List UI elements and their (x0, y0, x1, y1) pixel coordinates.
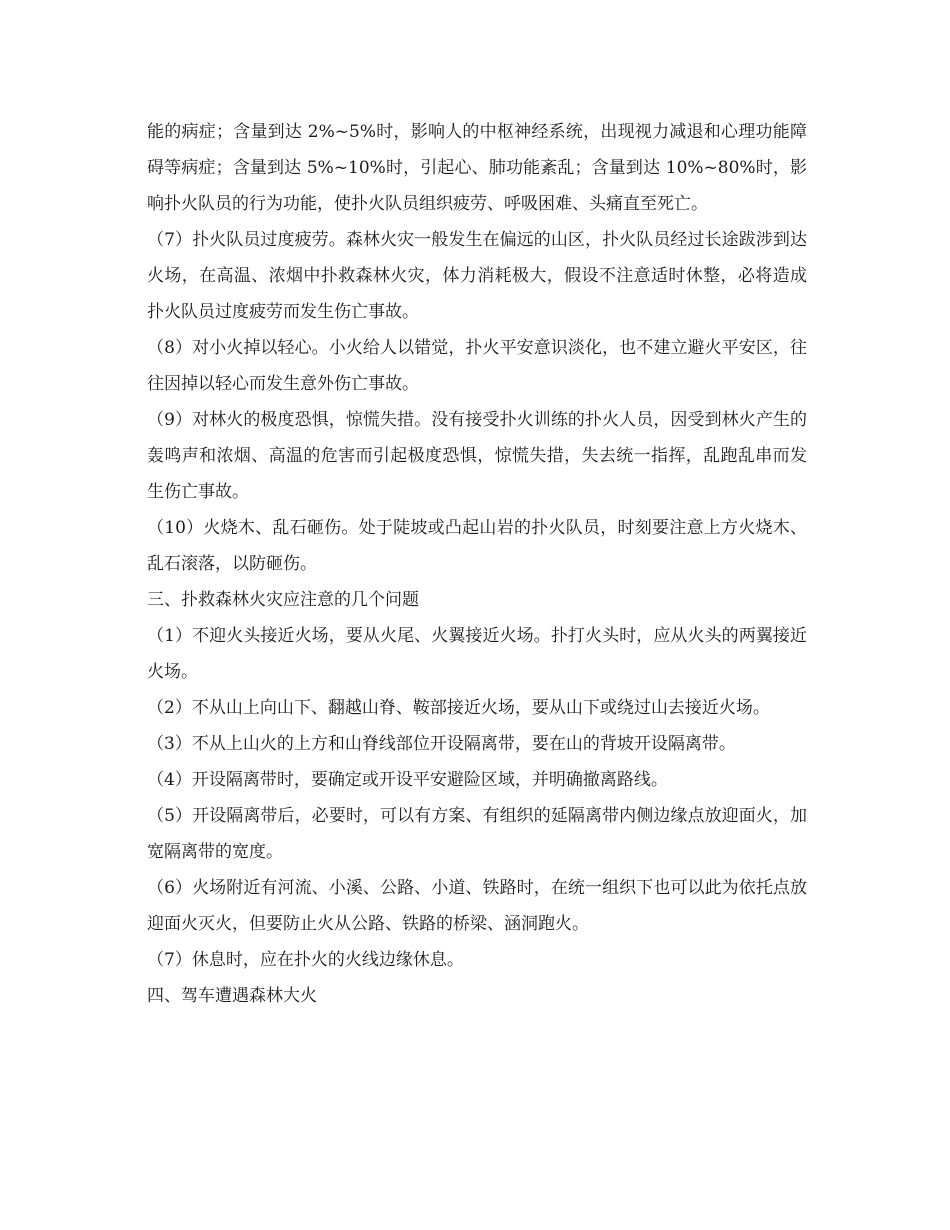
paragraph-rule-1: （1）不迎火头接近火场，要从火尾、火翼接近火场。扑打火头时，应从火头的两翼接近火场。 (147, 626, 807, 682)
paragraph-rule-4: （4）开设隔离带时，要确定或开设平安避险区域，并明确撤离路线。 (147, 770, 668, 790)
section-heading-4: 四、驾车遭遇森林大火 (147, 986, 317, 1006)
paragraph-rule-2: （2）不从山上向山下、翻越山脊、鞍部接近火场，要从山下或绕过山去接近火场。 (147, 698, 770, 718)
paragraph-item-10-falling-debris: （10）火烧木、乱石砸伤。处于陡坡或凸起山岩的扑火队员，时刻要注意上方火烧木、乱石滚落，以防砸伤。 (147, 518, 807, 574)
paragraph-item-8-small-fire: （8）对小火掉以轻心。小火给人以错觉，扑火平安意识淡化，也不建立避火平安区，往往因掉以轻心而发生意外伤亡事故。 (147, 338, 807, 394)
paragraph-item-9-fear: （9）对林火的极度恐惧，惊慌失措。没有接受扑火训练的扑火人员，因受到林火产生的轰鸣声和浓烟、高温的危害而引起极度恐惧，惊慌失措，失去统一指挥，乱跑乱串而发生伤亡事故。 (147, 410, 807, 502)
paragraph-rule-3: （3）不从上山火的上方和山脊线部位开设隔离带，要在山的背坡开设隔离带。 (147, 734, 736, 754)
paragraph-item-7-fatigue: （7）扑火队员过度疲劳。森林火灾一般发生在偏远的山区，扑火队员经过长途跋涉到达火场，在高温、浓烟中扑救森林火灾，体力消耗极大，假设不注意适时休整，必将造成扑火队员过度疲劳而发生伤亡事故。 (147, 230, 807, 322)
paragraph-rule-7: （7）休息时，应在扑火的火线边缘休息。 (147, 950, 464, 970)
paragraph-rule-5: （5）开设隔离带后，必要时，可以有方案、有组织的延隔离带内侧边缘点放迎面火，加宽隔离带的宽度。 (147, 806, 807, 862)
section-heading-3: 三、扑救森林火灾应注意的几个问题 (147, 590, 419, 610)
document-page (147, 114, 807, 1014)
paragraph-continuation: 能的病症；含量到达 2%~5%时，影响人的中枢神经系统，出现视力减退和心理功能障碍等病症；含量到达 5%~10%时，引起心、肺功能紊乱；含量到达 10%~80%时，影响扑火队员的行为功能，使扑火队员组织疲劳、呼吸困难、头痛直至死亡。 (147, 122, 807, 214)
paragraph-rule-6: （6）火场附近有河流、小溪、公路、小道、铁路时，在统一组织下也可以此为依托点放迎面火灭火，但要防止火从公路、铁路的桥梁、涵洞跑火。 (147, 878, 807, 934)
